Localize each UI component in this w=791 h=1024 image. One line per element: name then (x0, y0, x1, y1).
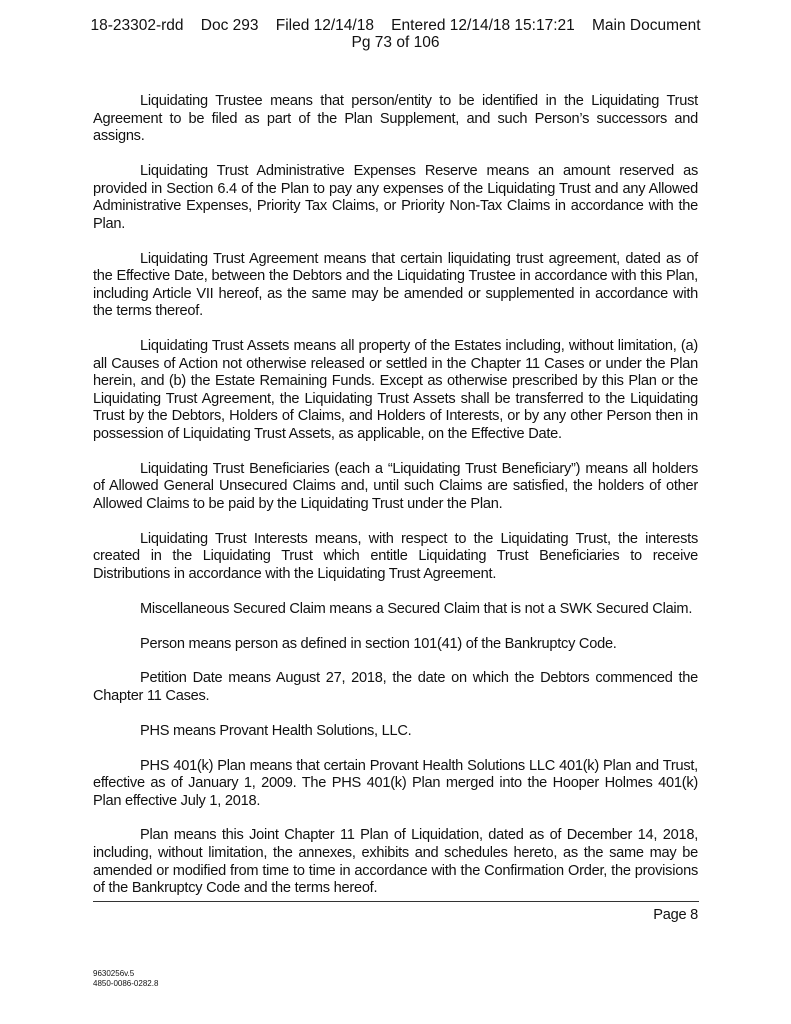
filing-header-line: 18-23302-rdd Doc 293 Filed 12/14/18 Entered 12/14/18 15:17:21 Main Document (90, 17, 701, 34)
definition-admin-expenses-reserve: Liquidating Trust Administrative Expenses Reserve means an amount reserved as provided in Section 6.4 of the Plan to pay any expenses of the Liquidating Trust and any Allowed Administrative Expenses, Priority Tax Claims, or Priority Non-Tax Claims in accordance with the Plan. (93, 162, 698, 232)
footer-divider (93, 901, 699, 902)
definition-trust-beneficiaries: Liquidating Trust Beneficiaries (each a “Liquidating Trust Beneficiary”) means all holders of Allowed General Unsecured Claims and, until such Claims are satisfied, the holders of other Allowed Claims to be paid by the Liquidating Trust under the Plan. (93, 460, 698, 513)
definition-liquidating-trustee: Liquidating Trustee means that person/entity to be identified in the Liquidating Trust Agreement to be filed as part of the Plan Supplement, and such Person’s successors and assigns. (93, 93, 698, 145)
definition-phs: PHS means Provant Health Solutions, LLC. (140, 722, 412, 739)
court-filing-header (0, 17, 791, 51)
page-number: Page 8 (653, 907, 698, 923)
definition-trust-assets: Liquidating Trust Assets means all property of the Estates including, without limitation, (a) all Causes of Action not otherwise released or settled in the Chapter 11 Cases or under the Plan herein, and (b) the Estate Remaining Funds. Except as otherwise prescribed by this Plan or the Liquidating Trust Agreement, the Liquidating Trust Assets shall be transferred to the Liquidating Trust by the Debtors, Holders of Claims, and Holders of Interests, or by any other Person then in possession of Liquidating Trust Assets, as applicable, on the Effective Date. (93, 338, 698, 443)
definition-misc-secured-claim: Miscellaneous Secured Claim means a Secured Claim that is not a SWK Secured Claim. (140, 600, 693, 617)
document-body (93, 93, 698, 915)
definition-trust-agreement: Liquidating Trust Agreement means that certain liquidating trust agreement, dated as of the Effective Date, between the Debtors and the Liquidating Trustee in accordance with this Plan, including Article VII hereof, as the same may be amended or supplemented in accordance with the terms thereof. (93, 250, 698, 320)
definition-trust-interests: Liquidating Trust Interests means, with respect to the Liquidating Trust, the interests created in the Liquidating Trust which entitle Liquidating Trust Beneficiaries to receive Distributions in accordance with the Liquidating Trust Agreement. (93, 530, 698, 582)
definition-person: Person means person as defined in section 101(41) of the Bankruptcy Code. (140, 635, 617, 652)
definition-plan: Plan means this Joint Chapter 11 Plan of Liquidation, dated as of December 14, 2018, including, without limitation, the annexes, exhibits and schedules hereto, as the same may be amended or modified from time to time in accordance with the Confirmation Order, the provisions of the Bankruptcy Code and the terms hereof. (93, 827, 698, 897)
document-version-id: 9630256v.5 (93, 969, 135, 978)
document-tracking-id: 4850-0086-0282.8 (93, 979, 159, 988)
filing-page-count: Pg 73 of 106 (351, 34, 440, 51)
definition-petition-date: Petition Date means August 27, 2018, the date on which the Debtors commenced the Chapter 11 Cases. (93, 670, 698, 704)
definition-phs-401k-plan: PHS 401(k) Plan means that certain Provant Health Solutions LLC 401(k) Plan and Trust, effective as of January 1, 2009. The PHS 401(k) Plan merged into the Hooper Holmes 401(k) Plan effective July 1, 2018. (93, 757, 698, 809)
